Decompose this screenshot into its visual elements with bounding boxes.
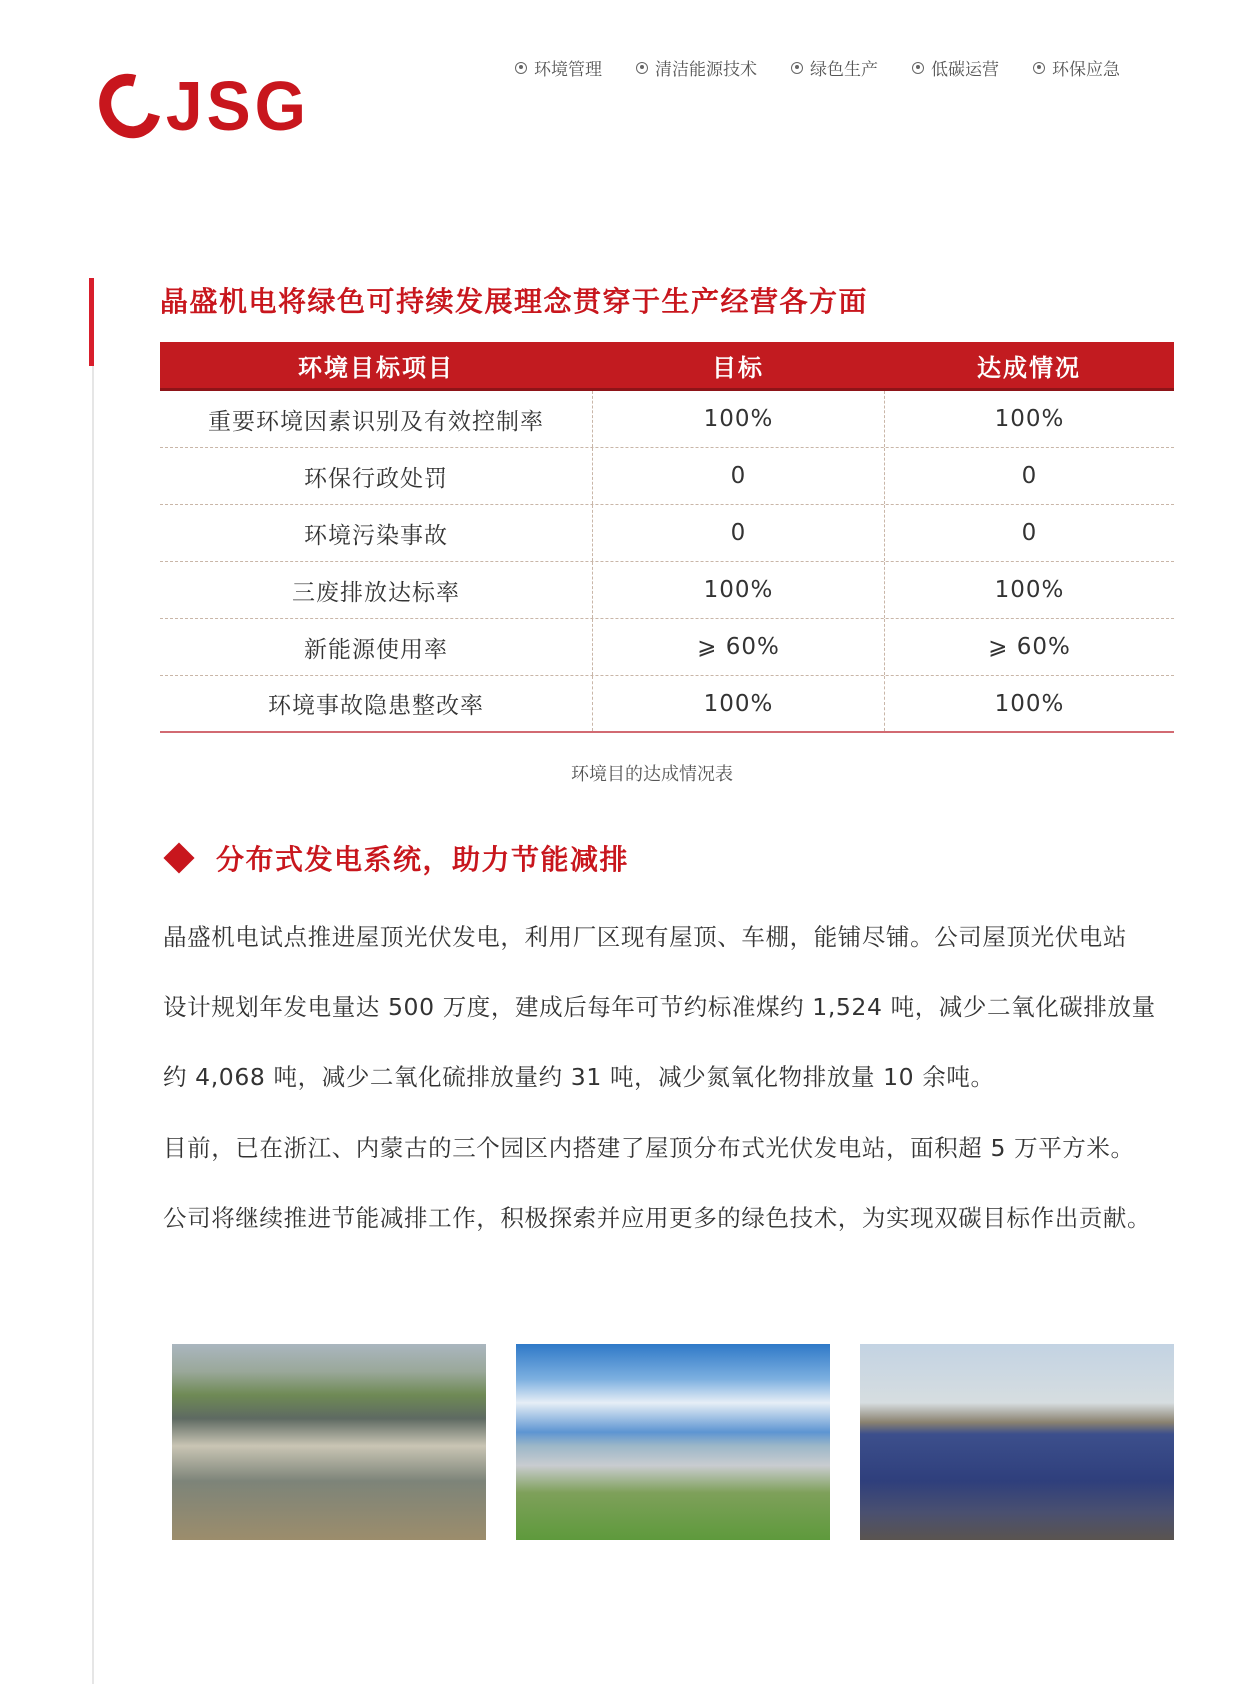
section-heading: 分布式发电系统，助力节能减排: [168, 838, 629, 878]
bullet-icon: [1033, 62, 1045, 74]
photo-factory-aerial: [172, 1344, 486, 1540]
diamond-icon: [163, 842, 194, 873]
cell-item: 环保行政处罚: [304, 465, 448, 492]
photo-campus: [516, 1344, 830, 1540]
table-caption: 环境目的达成情况表: [571, 764, 733, 785]
cell-target: 100%: [592, 391, 884, 447]
paragraph-line: 公司将继续推进节能减排工作，积极探索并应用更多的绿色技术，为实现双碳目标作出贡献。: [163, 1204, 1152, 1232]
paragraph-line: 目前，已在浙江、内蒙古的三个园区内搭建了屋顶分布式光伏发电站，面积超 5 万平方米。: [163, 1134, 1135, 1162]
cell-achieved: 0: [884, 505, 1174, 561]
paragraph-line: 约 4,068 吨，减少二氧化硫排放量约 31 吨，减少氮氧化物排放量 10 余吨。: [163, 1063, 995, 1091]
cell-item: 重要环境因素识别及有效控制率: [208, 408, 544, 435]
bullet-icon: [636, 62, 648, 74]
margin-line: [92, 366, 94, 1684]
cell-item: 环境事故隐患整改率: [268, 693, 484, 719]
table-row: [160, 505, 1174, 562]
nav-item-env-management[interactable]: 环境管理: [515, 55, 602, 80]
bullet-icon: [791, 62, 803, 74]
header-target: 目标: [712, 353, 764, 382]
header-item: 环境目标项目: [298, 353, 454, 382]
table-row: [160, 619, 1174, 676]
nav-item-emergency[interactable]: 环保应急: [1033, 55, 1120, 80]
table-header: [160, 342, 1174, 391]
cell-target: 0: [592, 505, 884, 561]
accent-bar: [89, 278, 94, 366]
paragraph-line: 晶盛机电试点推进屋顶光伏发电，利用厂区现有屋顶、车棚，能铺尽铺。公司屋顶光伏电站: [163, 923, 1127, 951]
nav-item-green-production[interactable]: 绿色生产: [791, 55, 878, 80]
bullet-icon: [912, 62, 924, 74]
logo-text: JSG: [165, 67, 310, 145]
cell-item: 环境污染事故: [304, 522, 448, 549]
cell-target: 0: [592, 448, 884, 504]
nav-item-clean-energy[interactable]: 清洁能源技术: [636, 55, 757, 80]
table-row: [160, 676, 1174, 733]
header-achieved: 达成情况: [977, 353, 1081, 382]
cell-item: 新能源使用率: [304, 636, 448, 663]
env-goals-table: [160, 342, 1174, 733]
table-row: [160, 562, 1174, 619]
table-row: [160, 391, 1174, 448]
cell-achieved: 100%: [884, 391, 1174, 447]
top-nav: [515, 55, 1154, 80]
table-row: [160, 448, 1174, 505]
cell-achieved: ⩾ 60%: [884, 619, 1174, 675]
cell-target: 100%: [592, 676, 884, 731]
cell-achieved: 0: [884, 448, 1174, 504]
cell-achieved: 100%: [884, 562, 1174, 618]
cell-target: 100%: [592, 562, 884, 618]
nav-item-low-carbon[interactable]: 低碳运营: [912, 55, 999, 80]
cell-target: ⩾ 60%: [592, 619, 884, 675]
page-title: 晶盛机电将绿色可持续发展理念贯穿于生产经营各方面: [160, 285, 869, 318]
photo-solar-panels: [860, 1344, 1174, 1540]
cell-achieved: 100%: [884, 676, 1174, 731]
cell-item: 三废排放达标率: [292, 579, 460, 606]
paragraph-line: 设计规划年发电量达 500 万度，建成后每年可节约标准煤约 1,524 吨，减少二氧化碳排放量: [163, 993, 1156, 1021]
bullet-icon: [515, 62, 527, 74]
logo-mark-icon: [88, 62, 173, 149]
jsg-logo: [100, 67, 310, 145]
